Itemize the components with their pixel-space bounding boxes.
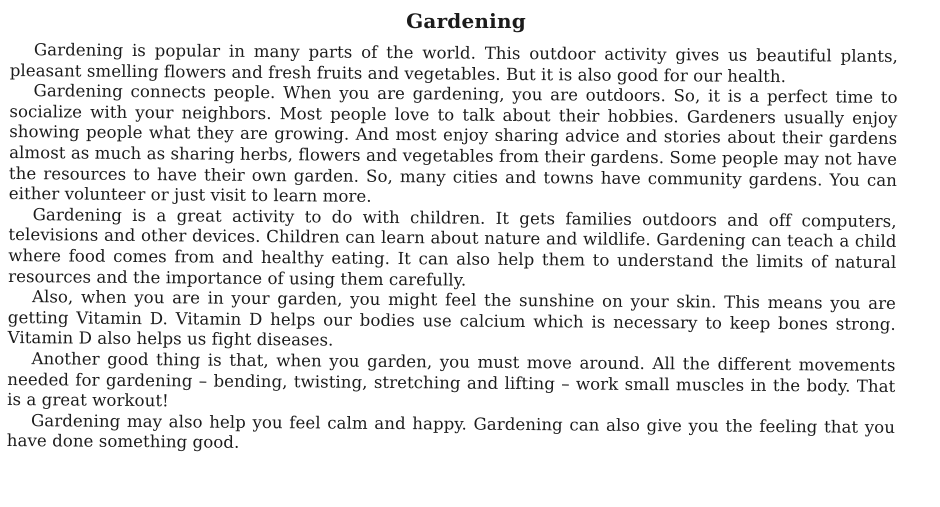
paragraph-workout: Another good thing is that, when you garden, you must move around. All the different movements needed for gardening – bending, twisting, stretching and lifting – work small muscles in the body. That is a great workout! bbox=[7, 349, 896, 411]
paragraph-children: Gardening is a great activity to do with children. It gets families outdoors and off computers, televisions and other devices. Children can learn about nature and wildlife. Gardening can teach a child where food comes from and healthy eating. It can also help them to understand the limits of natural resources and the importance of using them carefully. bbox=[8, 204, 897, 290]
paragraph-connects-people: Gardening connects people. When you are gardening, you are outdoors. So, it is a perfect time to socialize with your neighbors. Most people love to talk about their hobbies. Gardeners usually enjoy showing people what they are growing. And most enjoy sharing advice and stories about their gardens almost as much as sharing herbs, flowers and vegetables from their gardens. Some people may not have the resources to have their own garden. So, many cities and towns have community gardens. You can either volunteer or just visit to learn more. bbox=[8, 81, 898, 207]
paragraph-calm-happy: Gardening may also help you feel calm and happy. Gardening can also give you the feeling that you have done something good. bbox=[6, 410, 896, 453]
document-body bbox=[7, 40, 898, 459]
document-title: Gardening bbox=[406, 9, 526, 33]
paragraph-vitamin-d: Also, when you are in your garden, you might feel the sunshine on your skin. This means you are getting Vitamin D. Vitamin D helps our bodies use calcium which is necessary to keep bones strong. Vitamin D also helps us fight diseases. bbox=[7, 287, 897, 350]
paragraph-intro: Gardening is popular in many parts of the world. This outdoor activity gives us beautiful plants, pleasant smelling flowers and fresh fruits and vegetables. But it is also good for our health. bbox=[9, 40, 898, 86]
